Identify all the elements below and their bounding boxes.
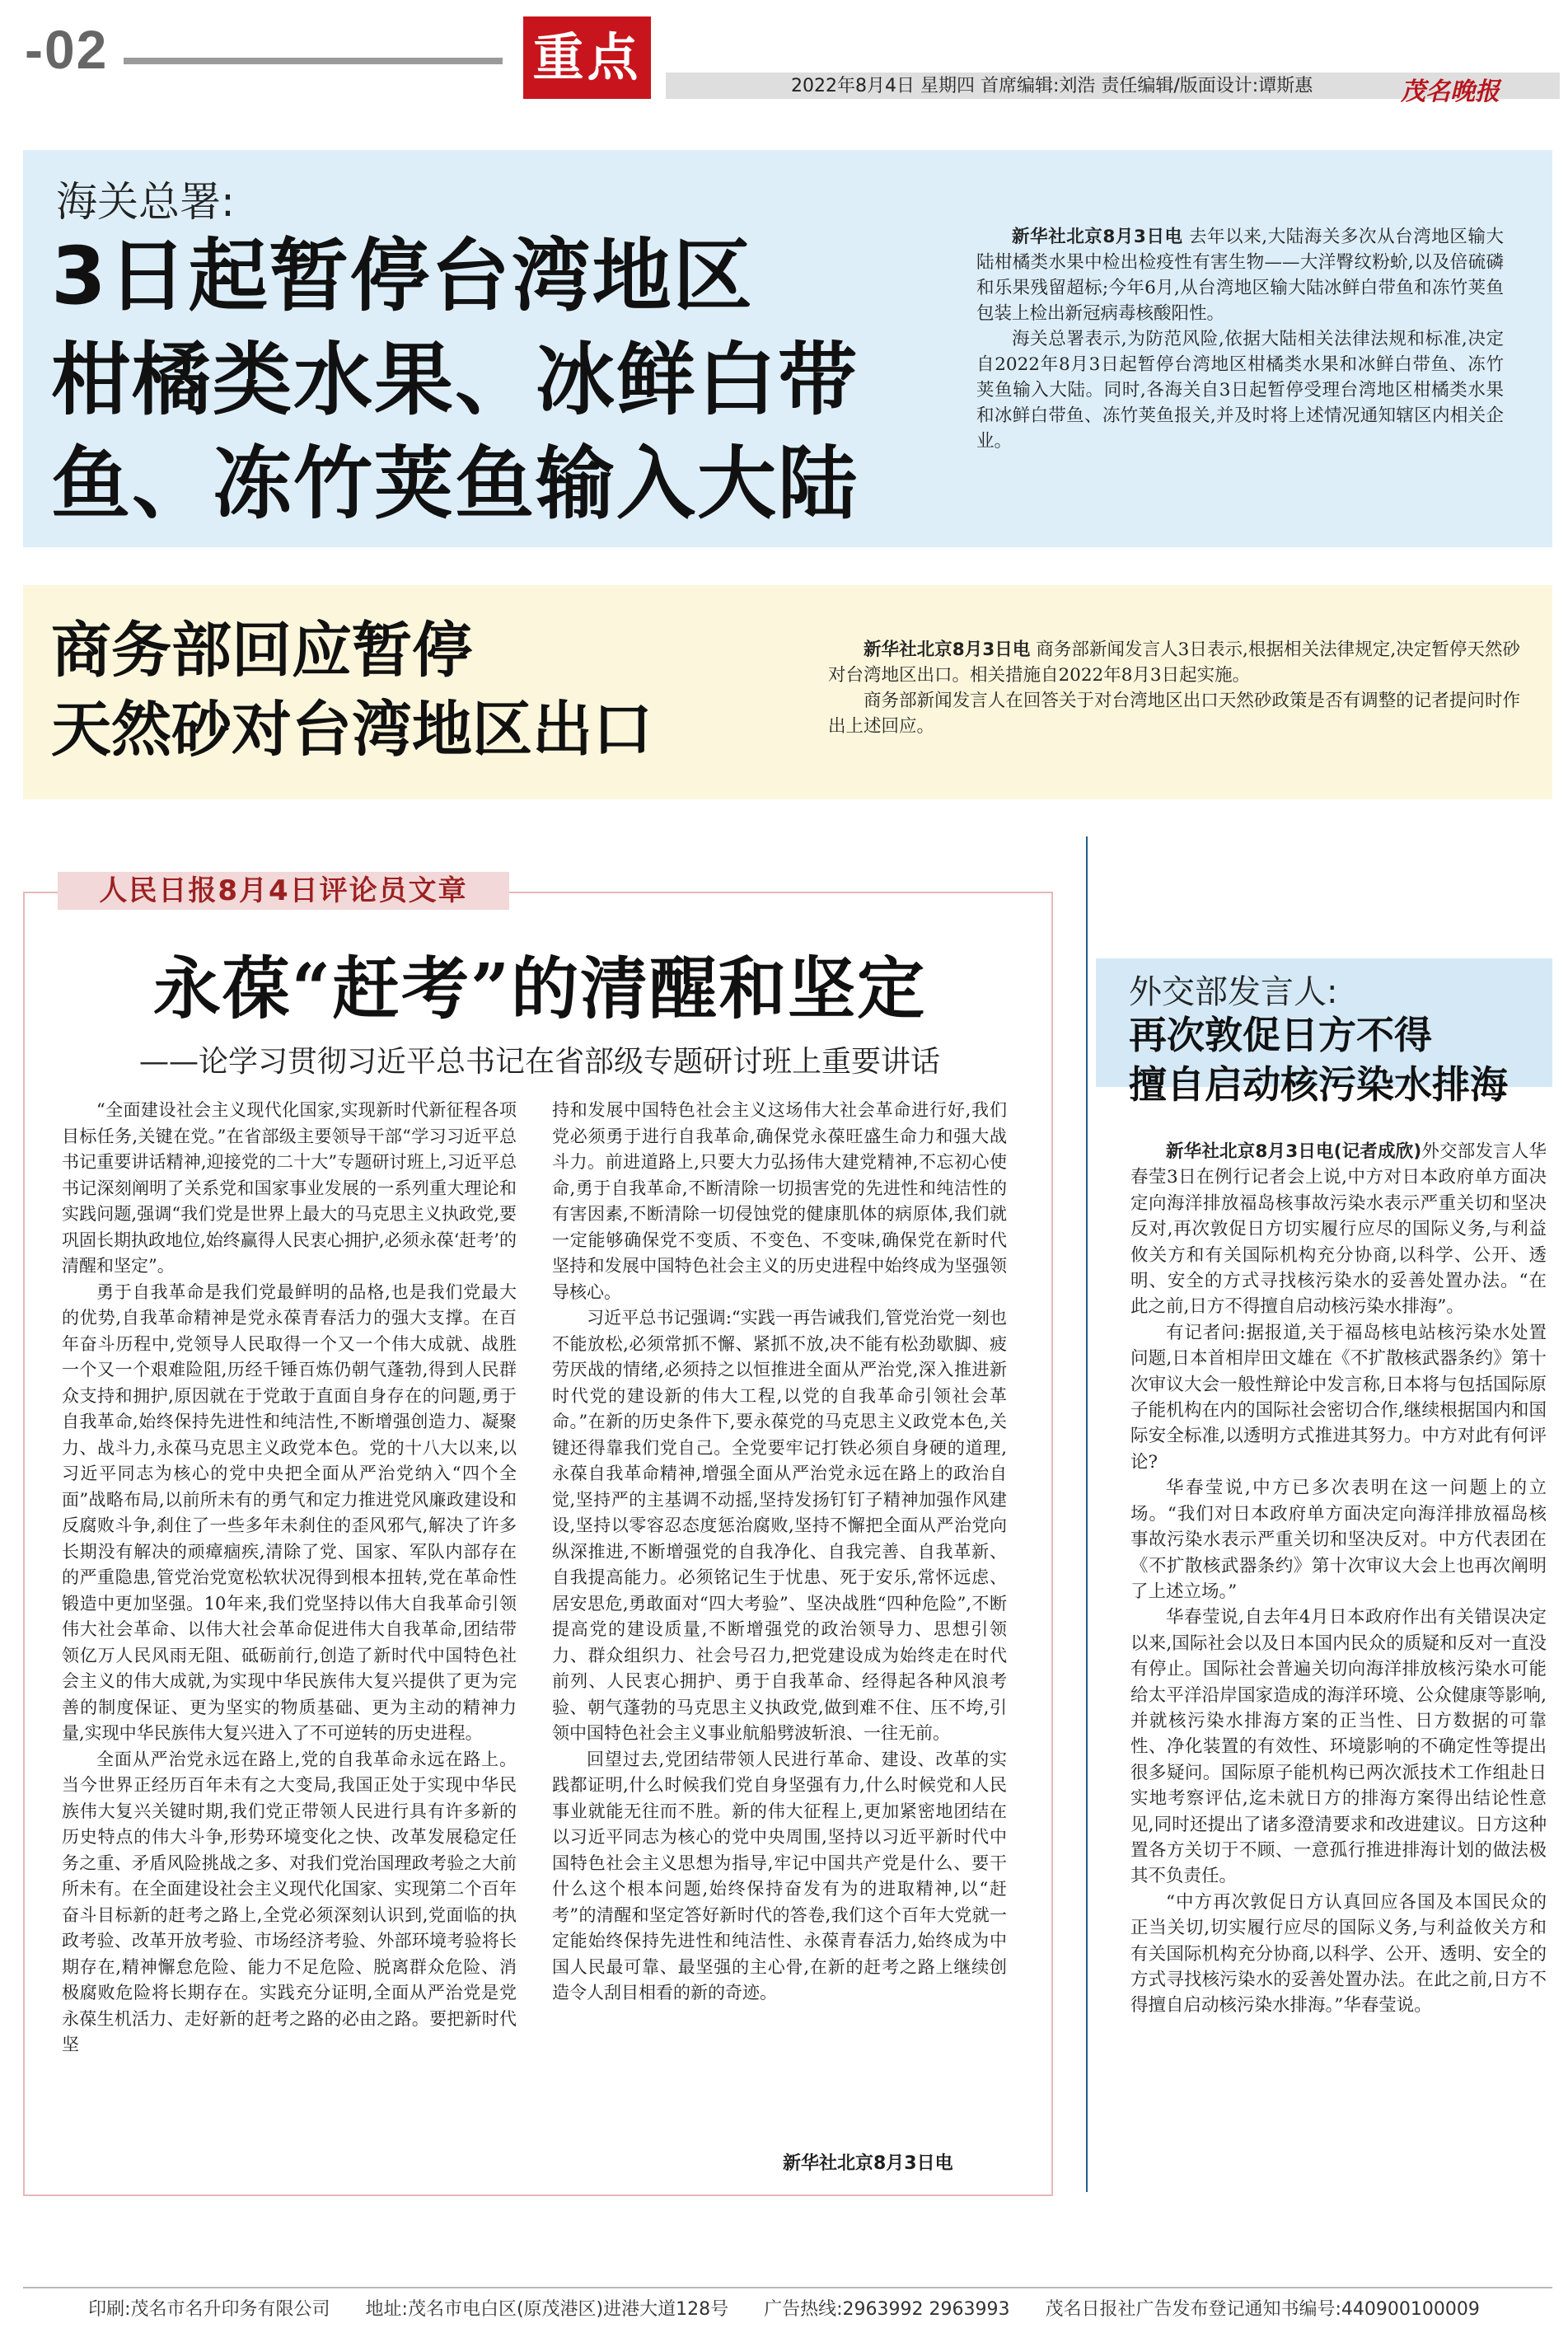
dateline: 新华社北京8月3日电(记者成欣) (1166, 1141, 1422, 1162)
body-paragraph: 持和发展中国特色社会主义这场伟大社会革命进行好,我们党必须勇于进行自我革命,确保党永葆旺盛生命力和强大战斗力。前进道路上,只要大力弘扬伟大建党精神,不忘初心使命,勇于自我革命,不断清除一切损害党的先进性和纯洁性的有害因素,不断清除一切侵蚀党的健康肌体的病原体,我们就一定能够确保党不变质、不变色、不变味,确保党在新时代坚持和发展中国特色社会主义的历史进程中始终成为坚强领导核心。 (552, 1100, 1007, 1302)
footer-registration: 茂名日报社广告发布登记通知书编号:440900100009 (1045, 2299, 1480, 2320)
footer-address: 地址:茂名市电白区(原茂港区)进港大道128号 (365, 2299, 729, 2320)
headline-line: 商务部回应暂停 (51, 616, 472, 686)
commentary-headline: 永葆“赶考”的清醒和坚定 (152, 949, 927, 1028)
commentary-column-2 (552, 1098, 1007, 2007)
commentary-credit: 新华社北京8月3日电 (783, 2153, 953, 2174)
sidebar-kicker: 外交部发言人: (1129, 973, 1338, 1011)
headline-line: 鱼、冻竹荚鱼输入大陆 (51, 438, 859, 530)
story2-headline (51, 611, 859, 770)
paper-logo: 茂名晚报 (1401, 77, 1500, 106)
dateline: 新华社北京8月3日电 (1012, 227, 1183, 247)
sidebar-divider (1086, 836, 1088, 2192)
body-paragraph: 新华社北京8月3日电(记者成欣)外交部发言人华春莹3日在例行记者会上说,中方对日本政府单方面决定向海洋排放福岛核事故污染水表示严重关切和坚决反对,再次敦促日方切实履行应尽的国际义务,与利益攸关方和有关国际机构充分协商,以科学、公开、透明、安全的方式寻找核污染水的妥善处置办法。“在此之前,日方不得擅自启动核污染水排海”。 (1130, 1141, 1547, 1318)
commentary-column-1 (62, 1098, 517, 2059)
headline-line: 擅自启动核污染水排海 (1129, 1062, 1508, 1107)
body-paragraph: 商务部新闻发言人在回答关于对台湾地区出口天然砂政策是否有调整的记者提问时作出上述回应。 (828, 691, 1520, 737)
header-rule-left (124, 58, 503, 64)
footer-printer: 印刷:茂名市名升印务有限公司 (88, 2299, 330, 2320)
body-paragraph: 华春莹说,中方已多次表明在这一问题上的立场。“我们对日本政府单方面决定向海洋排放福岛核事故污染水表示严重关切和坚决反对。中方代表团在《不扩散核武器条约》第十次审议大会上也再次阐明了上述立场。” (1130, 1478, 1547, 1602)
story1-kicker: 海关总署: (56, 178, 235, 226)
headline-line: 柑橘类水果、冰鲜白带 (51, 334, 859, 426)
date-editors-line: 2022年8月4日 星期四 首席编辑:刘浩 责任编辑/版面设计:谭斯惠 (791, 76, 1313, 96)
body-paragraph: “全面建设社会主义现代化国家,实现新时代新征程各项目标任务,关键在党。”在省部级主要领导干部“学习习近平总书记重要讲话精神,迎接党的二十大”专题研讨班上,习近平总书记深刻阐明了关系党和国家事业发展的一系列重大理论和实践问题,强调“我们党是世界上最大的马克思主义执政党,要巩固长期执政地位,始终赢得人民衷心拥护,必须永葆‘赶考’的清醒和坚定”。 (62, 1100, 517, 1276)
sidebar-body (1130, 1139, 1547, 2019)
body-paragraph: 习近平总书记强调:“实践一再告诫我们,管党治党一刻也不能放松,必须常抓不懈、紧抓不放,决不能有松劲歇脚、疲劳厌战的情绪,必须持之以恒推进全面从严治党,深入推进新时代党的建设新的伟大工程,以党的自我革命引领社会革命。”在新的历史条件下,要永葆党的马克思主义政党本色,关键还得靠我们党自己。全党要牢记打铁必须自身硬的道理,永葆自我革命精神,增强全面从严治党永远在路上的政治自觉,坚持严的主基调不动摇,坚持发扬钉钉子精神加强作风建设,坚持以零容忍态度惩治腐败,坚持不懈把全面从严治党向纵深推进,不断增强党的自我净化、自我完善、自我革新、自我提高能力。必须铭记生于忧患、死于安乐,常怀远虑、居安思危,勇敢面对“四大考验”、坚决战胜“四种危险”,不断提高党的建设质量,不断增强党的政治领导力、思想引领力、群众组织力、社会号召力,把党建设成为始终走在时代前列、人民衷心拥护、勇于自我革命、经得起各种风浪考验、朝气蓬勃的马克思主义执政党,做到难不住、压不垮,引领中国特色社会主义事业航船劈波斩浪、一往无前。 (552, 1308, 1007, 1743)
footer-hotline: 广告热线:2963992 2963993 (764, 2299, 1010, 2320)
body-paragraph: 华春莹说,自去年4月日本政府作出有关错误决定以来,国际社会以及日本国内民众的质疑和反对一直没有停止。国际社会普遍关切向海洋排放核污染水可能给太平洋沿岸国家造成的海洋环境、公众健康等影响,并就核污染水排海方案的正当性、日方数据的可靠性、净化装置的有效性、环境影响的不确定性等提出很多疑问。国际原子能机构已两次派技术工作组赴日实地考察评估,迄未就日方的排海方案得出结论性意见,同时还提出了诸多澄清要求和改进建议。日方这种置各方关切于不顾、一意孤行推进排海计划的做法极其不负责任。 (1130, 1607, 1547, 1887)
footer-rule (23, 2287, 1552, 2288)
body-paragraph: 新华社北京8月3日电 去年以来,大陆海关多次从台湾地区输大陆柑橘类水果中检出检疫性有害生物——大洋臀纹粉蚧,以及倍硫磷和乐果残留超标;今年6月,从台湾地区输大陆冰鲜白带鱼和冻竹荚鱼包装上检出新冠病毒核酸阳性。 (976, 227, 1504, 324)
footer (0, 2295, 1568, 2321)
section-badge: 重点 (523, 16, 651, 99)
body-paragraph: “中方再次敦促日方认真回应各国及本国民众的正当关切,切实履行应尽的国际义务,与利益攸关方和有关国际机构充分协商,以科学、公开、透明、安全的方式寻找核污染水的妥善处置办法。在此之前,日方不得擅自启动核污染水排海。”华春莹说。 (1130, 1891, 1547, 2017)
headline-line: 3日起暂停台湾地区 (51, 230, 754, 322)
body-paragraph: 海关总署表示,为防范风险,依据大陆相关法律法规和标准,决定自2022年8月3日起暂停台湾地区柑橘类水果和冰鲜白带鱼、冻竹荚鱼输入大陆。同时,各海关自3日起暂停受理台湾地区柑橘类水果和冰鲜白带鱼、冻竹荚鱼报关,并及时将上述情况通知辖区内相关企业。 (976, 329, 1504, 452)
story2-body (828, 637, 1520, 739)
body-paragraph: 全面从严治党永远在路上,党的自我革命永远在路上。当今世界正经历百年未有之大变局,我国正处于实现中华民族伟大复兴关键时期,我们党正带领人民进行具有许多新的历史特点的伟大斗争,形势环境变化之快、改革发展稳定任务之重、矛盾风险挑战之多、对我们党治国理政考验之大前所未有。在全面建设社会主义现代化国家、实现第二个百年奋斗目标新的赶考之路上,全党必须深刻认识到,党面临的执政考验、改革开放考验、市场经济考验、外部环境考验将长期存在,精神懈怠危险、能力不足危险、脱离群众危险、消极腐败危险将长期存在。实践充分证明,全面从严治党是党永葆生机活力、走好新的赶考之路的必由之路。要把新时代坚 (62, 1749, 517, 2054)
body-paragraph: 勇于自我革命是我们党最鲜明的品格,也是我们党最大的优势,自我革命精神是党永葆青春活力的强大支撑。在百年奋斗历程中,党领导人民取得一个又一个伟大成就、战胜一个又一个艰难险阻,历经千锤百炼仍朝气蓬勃,得到人民群众支持和拥护,原因就在于党敢于直面自身存在的问题,勇于自我革命,始终保持先进性和纯洁性,不断增强创造力、凝聚力、战斗力,永葆马克思主义政党本色。党的十八大以来,以习近平同志为核心的党中央把全面从严治党纳入“四个全面”战略布局,以前所未有的勇气和定力推进党风廉政建设和反腐败斗争,刹住了一些多年未刹住的歪风邪气,解决了许多长期没有解决的顽瘴痼疾,清除了党、国家、军队内部存在的严重隐患,管党治党宽松软状况得到根本扭转,党在革命性锻造中更加坚强。10年来,我们党坚持以伟大自我革命引领伟大社会革命、以伟大社会革命促进伟大自我革命,团结带领亿万人民风雨无阻、砥砺前行,创造了新时代中国特色社会主义的伟大成就,为实现中华民族伟大复兴提供了更为完善的制度保证、更为坚实的物质基础、更为主动的精神力量,实现中华民族伟大复兴进入了不可逆转的历史进程。 (62, 1281, 517, 1743)
commentary-subtitle: ——论学习贯彻习近平总书记在省部级专题研讨班上重要讲话 (138, 1045, 940, 1079)
sidebar-headline (1129, 1010, 1549, 1109)
body-paragraph: 新华社北京8月3日电 商务部新闻发言人3日表示,根据相关法律规定,决定暂停天然砂对台湾地区出口。相关措施自2022年8月3日起实施。 (828, 639, 1520, 686)
headline-line: 天然砂对台湾地区出口 (51, 695, 653, 765)
dateline: 新华社北京8月3日电 (864, 639, 1031, 660)
body-paragraph: 有记者问:据报道,关于福岛核电站核污染水处置问题,日本首相岸田文雄在《不扩散核武器条约》第十次审议大会一般性辩论中发言称,日本将与包括国际原子能机构在内的国际社会密切合作,继续根据国内和国际安全标准,以透明方式推进其努力。中方对此有何评论? (1130, 1322, 1547, 1473)
headline-line: 再次敦促日方不得 (1129, 1013, 1432, 1057)
body-paragraph: 回望过去,党团结带领人民进行革命、建设、改革的实践都证明,什么时候我们党自身坚强有力,什么时候党和人民事业就能无往而不胜。新的伟大征程上,更加紧密地团结在以习近平同志为核心的党中央周围,坚持以习近平新时代中国特色社会主义思想为指导,牢记中国共产党是什么、要干什么这个根本问题,始终保持奋发有为的进取精神,以“赶考”的清醒和坚定答好新时代的答卷,我们这个百年大党就一定能始终保持先进性和纯洁性、永葆青春活力,始终成为中国人民最可靠、最坚强的主心骨,在新的赶考之路上继续创造令人刮目相看的新的奇迹。 (552, 1749, 1007, 2002)
story1-body (976, 224, 1504, 454)
commentary-kicker: 人民日报8月4日评论员文章 (58, 872, 509, 910)
story1-headline (51, 224, 957, 536)
page-number: -02 (25, 19, 109, 80)
